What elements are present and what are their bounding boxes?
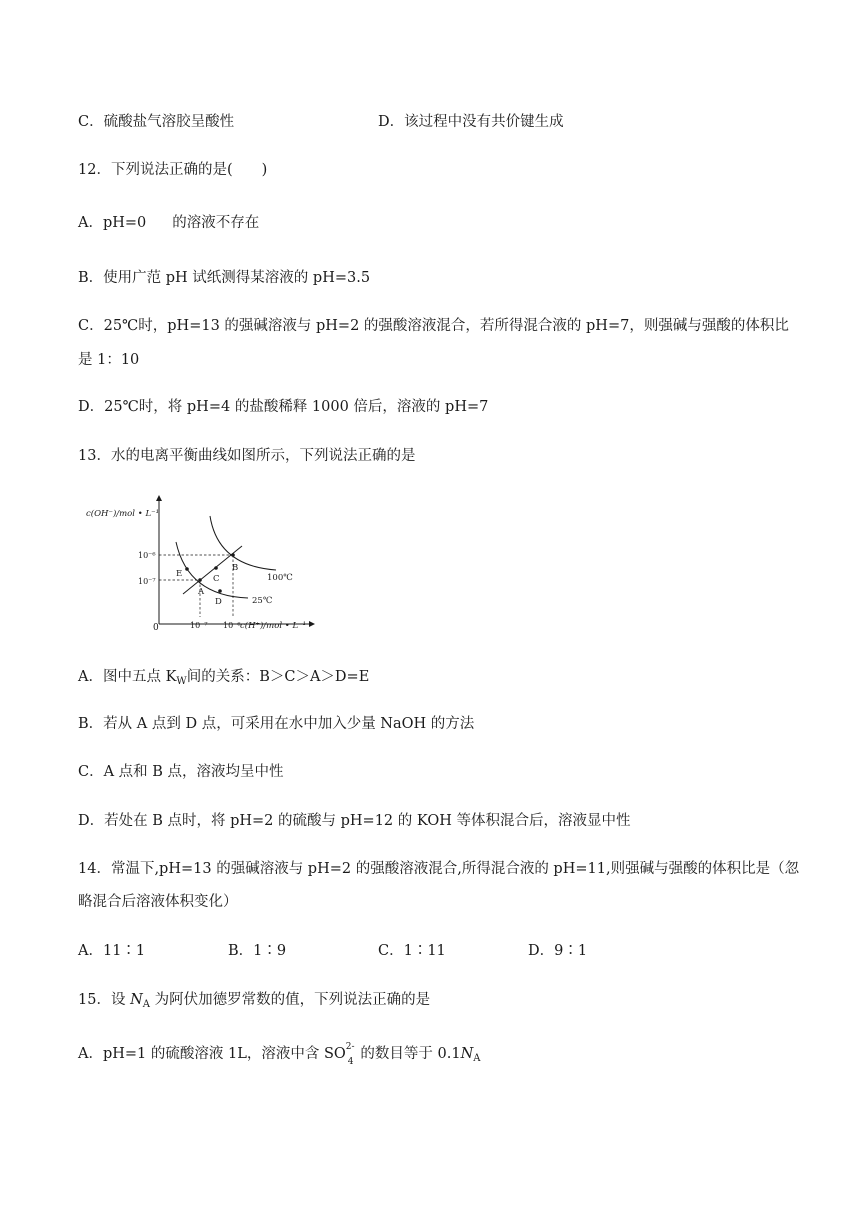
q14-stem-line2: 略混合后溶液体积变化） bbox=[78, 894, 238, 910]
sulfate-charge: 2- bbox=[345, 1042, 355, 1052]
q13-option-a bbox=[78, 667, 369, 692]
q15-option-a-n-subscript: A bbox=[473, 1053, 481, 1064]
q11-option-c: C．硫酸盐气溶胶呈酸性 bbox=[78, 114, 235, 130]
sulfate-subscript: 4 bbox=[347, 1057, 354, 1067]
point-e-dot bbox=[185, 567, 189, 571]
x-tick-left: 10⁻⁷ bbox=[190, 621, 208, 630]
curve-25c-label: 25℃ bbox=[252, 596, 273, 606]
q12-option-a-suffix: 的溶液不存在 bbox=[172, 215, 260, 231]
q12-option-c-line1: C．25℃时，pH=13 的强碱溶液与 pH=2 的强酸溶液混合，若所得混合液的 pH=7，则强碱与强酸的体积比 bbox=[78, 318, 789, 334]
point-d-label: D bbox=[215, 597, 222, 607]
q15-stem-n-subscript: A bbox=[142, 999, 150, 1010]
q13-stem: 13．水的电离平衡曲线如图所示，下列说法正确的是 bbox=[78, 448, 416, 464]
q12-option-c-line2: 是 1：10 bbox=[78, 352, 140, 368]
q13-option-d: D．若处在 B 点时，将 pH=2 的硫酸与 pH=12 的 KOH 等体积混合后，溶液显中性 bbox=[78, 813, 631, 829]
curve-100c-label: 100℃ bbox=[267, 573, 293, 583]
y-tick-upper: 10⁻⁶ bbox=[138, 551, 156, 560]
point-a-label: A bbox=[198, 587, 205, 597]
y-tick-lower: 10⁻⁷ bbox=[138, 577, 156, 586]
q12-option-a-prefix: A．pH=0 bbox=[78, 215, 147, 231]
curve-100c bbox=[210, 516, 276, 570]
point-c-label: C bbox=[213, 574, 220, 584]
q14-stem-line1: 14．常温下,pH=13 的强碱溶液与 pH=2 的强酸溶液混合,所得混合液的 pH=11,则强碱与强酸的体积比是（忽 bbox=[78, 861, 800, 877]
q14-options bbox=[78, 941, 587, 961]
q13-option-a-subscript: W bbox=[176, 676, 187, 687]
x-axis-label: c(H⁺)/mol • L⁻¹ bbox=[240, 621, 307, 631]
point-c-dot bbox=[214, 566, 218, 570]
q15-option-a bbox=[78, 1044, 480, 1069]
q15-stem bbox=[78, 990, 430, 1015]
origin-label: 0 bbox=[153, 623, 159, 633]
point-d-dot bbox=[218, 589, 222, 593]
q14-option-c: C．1∶11 bbox=[378, 943, 446, 959]
q14-option-d: D．9∶1 bbox=[528, 943, 588, 959]
q15-option-a-middle: 的数目等于 0.1 bbox=[355, 1046, 461, 1062]
q15-stem-n: N bbox=[130, 992, 143, 1008]
q13-option-b: B．若从 A 点到 D 点，可采用在水中加入少量 NaOH 的方法 bbox=[78, 716, 475, 732]
q13-option-c: C．A 点和 B 点，溶液均呈中性 bbox=[78, 764, 284, 780]
q14-option-b: B．1∶9 bbox=[228, 943, 287, 959]
y-axis-label: c(OH⁻)/mol • L⁻¹ bbox=[86, 509, 159, 519]
q12-option-b: B．使用广范 pH 试纸测得某溶液的 pH=3.5 bbox=[78, 270, 371, 286]
q13-option-a-prefix: A．图中五点 K bbox=[78, 669, 177, 685]
q12-stem: 12．下列说法正确的是( ) bbox=[78, 162, 268, 178]
point-e-label: E bbox=[176, 569, 183, 579]
point-b-dot bbox=[231, 553, 235, 557]
q12-option-a bbox=[78, 213, 259, 233]
water-ionization-graph bbox=[80, 490, 330, 640]
q15-stem-prefix: 15．设 bbox=[78, 992, 131, 1008]
q11-option-d: D．该过程中没有共价键生成 bbox=[378, 114, 564, 130]
point-b-label: B bbox=[232, 563, 239, 573]
q15-stem-suffix: 为阿伏加德罗常数的值，下列说法正确的是 bbox=[149, 992, 431, 1008]
q12-option-d: D．25℃时，将 pH=4 的盐酸稀释 1000 倍后，溶液的 pH=7 bbox=[78, 399, 489, 415]
q14-option-a: A．11∶1 bbox=[78, 943, 146, 959]
sulfate-ion-script bbox=[345, 1042, 356, 1067]
x-tick-right: 10⁻⁶ bbox=[223, 621, 241, 630]
q15-option-a-n: N bbox=[460, 1046, 474, 1062]
point-a-dot bbox=[198, 578, 202, 582]
q15-option-a-prefix: A．pH=1 的硫酸溶液 1L，溶液中含 SO bbox=[78, 1046, 346, 1062]
q13-option-a-suffix: 间的关系：B＞C＞A＞D=E bbox=[186, 669, 370, 685]
